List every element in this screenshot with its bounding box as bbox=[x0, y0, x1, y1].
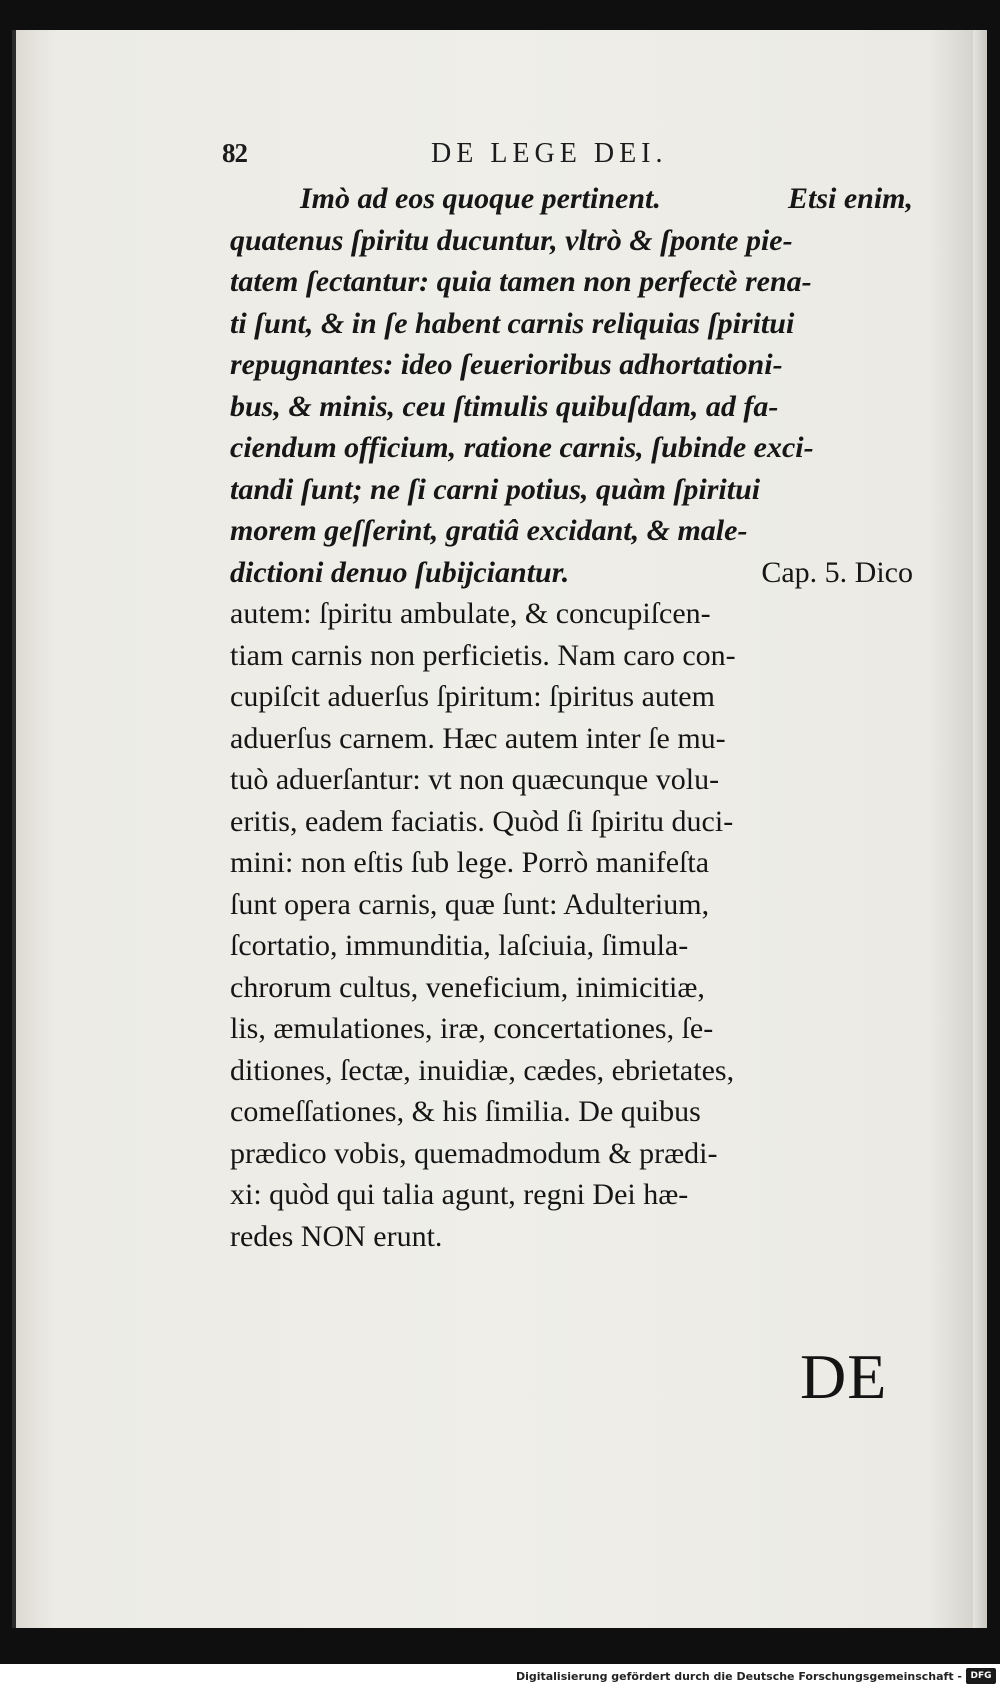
page-edge-shadow bbox=[973, 30, 987, 1628]
text-line bbox=[230, 884, 913, 926]
roman-text-segment: ſunt opera carnis, quæ ſunt: Adulterium, bbox=[230, 887, 710, 921]
italic-text-segment: ti ſunt, & in ſe habent carnis reliquias ſpiritui bbox=[230, 306, 795, 340]
roman-text-segment: autem: ſpiritu ambulate, & concupiſcen- bbox=[230, 597, 711, 630]
text-line bbox=[230, 801, 913, 843]
text-line bbox=[230, 552, 913, 594]
italic-text-segment: morem geſſerint, gratiâ excidant, & male- bbox=[230, 514, 748, 547]
italic-text-segment: repugnantes: ideo ſeuerioribus adhortationi- bbox=[230, 348, 783, 381]
text-line bbox=[230, 220, 913, 262]
running-head bbox=[222, 138, 922, 178]
italic-text-segment: quatenus ſpiritu ducuntur, vltrò & ſponte pie- bbox=[230, 223, 793, 257]
text-line bbox=[230, 344, 913, 386]
catchword: DE bbox=[800, 1341, 888, 1412]
roman-text-segment: tiam carnis non perficietis. Nam caro con- bbox=[230, 638, 736, 672]
text-line bbox=[230, 593, 913, 635]
text-line bbox=[230, 427, 913, 469]
text-line bbox=[230, 386, 913, 428]
text-line bbox=[230, 967, 913, 1009]
roman-text-segment: aduerſus carnem. Hæc autem inter ſe mu- bbox=[230, 721, 726, 755]
italic-text-segment: tandi ſunt; ne ſi carni potius, quàm ſpiritui bbox=[230, 472, 761, 506]
text-line bbox=[230, 178, 913, 220]
funding-credit: Digitalisierung gefördert durch die Deutsche Forschungsgemeinschaft - bbox=[515, 1670, 962, 1683]
text-line bbox=[230, 759, 913, 801]
roman-text-segment: mini: non eſtis ſub lege. Porrò manifeſta bbox=[230, 846, 710, 879]
roman-text-segment: chrorum cultus, veneficium, inimicitiæ, bbox=[230, 970, 705, 1004]
running-title: DE LEGE DEI. bbox=[431, 138, 668, 169]
text-line bbox=[230, 469, 913, 511]
body-text bbox=[230, 178, 913, 1257]
roman-text-segment: redes NON erunt. bbox=[230, 1219, 443, 1253]
roman-text-segment: eritis, eadem faciatis. Quòd ſi ſpiritu duci- bbox=[230, 804, 734, 838]
dfg-logo: DFG bbox=[966, 1668, 996, 1684]
italic-text-segment: dictioni denuo ſubijciantur. bbox=[230, 555, 570, 589]
digitization-footer bbox=[0, 1664, 1000, 1689]
text-line bbox=[230, 1174, 913, 1216]
italic-text-segment: Imò ad eos quoque pertinent. bbox=[300, 182, 661, 215]
roman-text-segment: cupiſcit aduerſus ſpiritum: ſpiritus autem bbox=[230, 680, 715, 713]
text-line bbox=[230, 718, 913, 760]
text-line bbox=[230, 261, 913, 303]
roman-text-segment: xi: quòd qui talia agunt, regni Dei hæ- bbox=[230, 1178, 689, 1211]
text-line bbox=[230, 1050, 913, 1092]
roman-text-segment: Cap. 5. Dico bbox=[761, 555, 913, 589]
roman-text-segment: prædico vobis, quemadmodum & prædi- bbox=[230, 1136, 718, 1170]
roman-text-segment: ſcortatio, immunditia, laſciuia, ſimula- bbox=[230, 929, 689, 962]
page-number: 82 bbox=[222, 138, 247, 168]
text-line bbox=[230, 842, 913, 884]
italic-text-segment: bus, & minis, ceu ſtimulis quibuſdam, ad fa- bbox=[230, 389, 779, 423]
italic-text-segment: ciendum officium, ratione carnis, ſubinde exci- bbox=[230, 431, 814, 464]
text-line bbox=[230, 1008, 913, 1050]
text-line bbox=[230, 635, 913, 677]
text-line bbox=[230, 1216, 913, 1258]
roman-text-segment: lis, æmulationes, iræ, concertationes, ſe- bbox=[230, 1012, 714, 1045]
roman-text-segment: tuò aduerſantur: vt non quæcunque volu- bbox=[230, 763, 720, 796]
roman-text-segment: ditiones, ſectæ, inuidiæ, cædes, ebrietates, bbox=[230, 1053, 735, 1087]
text-line bbox=[230, 676, 913, 718]
text-line bbox=[230, 303, 913, 345]
text-line bbox=[230, 1133, 913, 1175]
text-line bbox=[230, 510, 913, 552]
text-line bbox=[230, 1091, 913, 1133]
italic-text-segment: tatem ſectantur: quia tamen non perfectè rena- bbox=[230, 265, 812, 298]
text-line bbox=[230, 925, 913, 967]
italic-text-segment: Etsi enim, bbox=[787, 182, 913, 215]
roman-text-segment: comeſſationes, & his ſimilia. De quibus bbox=[230, 1095, 701, 1128]
